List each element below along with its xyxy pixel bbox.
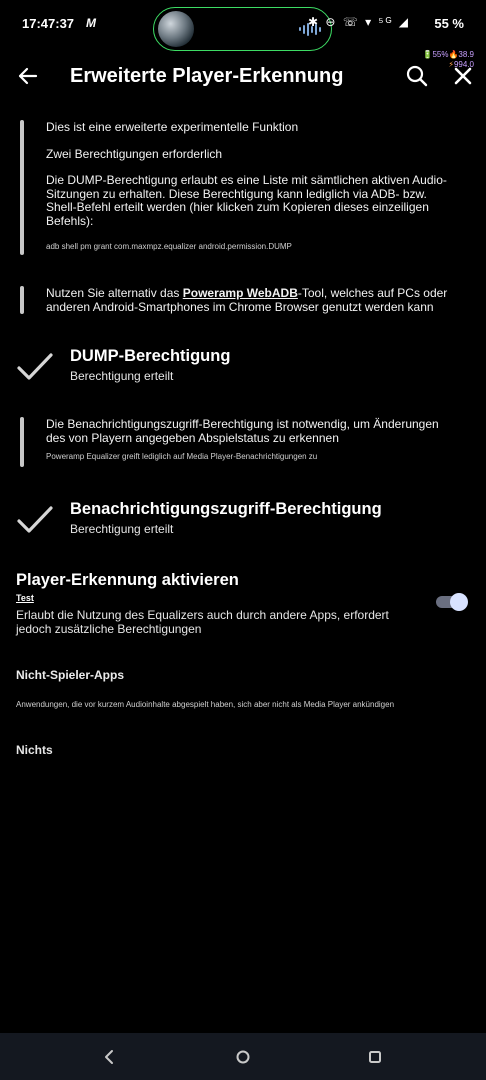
dump-permission-row[interactable] <box>16 347 476 387</box>
info-block-dump[interactable] <box>20 120 460 255</box>
media-island[interactable] <box>153 7 332 51</box>
battery-percent: 55 % <box>434 16 464 31</box>
carrier-icon: M <box>86 16 96 30</box>
app-bar <box>0 56 486 98</box>
player-detection-description: Erlaubt die Nutzung des Equalizers auch durch andere Apps, erfordert jedoch zusätzliche Berechtigungen <box>16 608 389 636</box>
player-detection-toggle[interactable] <box>436 593 468 611</box>
info-dump-description: Die DUMP-Berechtigung erlaubt es eine Liste mit sämtlichen aktiven Audio-Sitzungen zu erhalten. Diese Berechtigung kann lediglich via ADB- bzw. Shell-Befehl erteilt werden (hier klicken zum Kopieren dieses einzeiligen Befehls): <box>46 173 447 228</box>
info-block-webadb <box>20 286 460 314</box>
notification-info-note: Poweramp Equalizer greift lediglich auf Media Player-Benachrichtigungen zu <box>46 452 318 461</box>
webadb-link[interactable]: Poweramp WebADB <box>182 286 298 300</box>
notification-permission-row[interactable] <box>16 500 476 540</box>
album-art-icon <box>158 11 194 47</box>
adb-command[interactable]: adb shell pm grant com.maxmpz.equalizer android.permission.DUMP <box>46 242 292 251</box>
overlay-power: 994.0 <box>453 60 474 69</box>
webadb-text-before: Nutzen Sie alternativ das <box>46 286 183 300</box>
info-experimental: Dies ist eine erweiterte experimentelle Funktion <box>46 120 299 134</box>
status-icons: ✱ ⊖ ☏ ▾ ⁵ᴳ ◢ <box>308 15 410 29</box>
non-player-apps-label: Nicht-Spieler-Apps <box>16 668 125 682</box>
info-bar <box>20 286 24 314</box>
close-icon[interactable] <box>449 62 477 90</box>
status-time: 17:47:37 <box>22 16 75 31</box>
info-two-permissions: Zwei Berechtigungen erforderlich <box>46 146 223 161</box>
info-bar <box>20 417 24 467</box>
check-icon <box>16 504 54 536</box>
notification-permission-title: Benachrichtigungszugriff-Berechtigung <box>70 500 382 518</box>
nav-recents-icon[interactable] <box>364 1046 386 1068</box>
player-detection-tag: Test <box>16 593 34 603</box>
search-icon[interactable] <box>404 63 430 89</box>
non-player-apps-description: Anwendungen, die vor kurzem Audioinhalte abgespielt haben, sich aber nicht als Media Player ankündigen <box>16 700 395 709</box>
nav-home-icon[interactable] <box>232 1046 254 1068</box>
dump-permission-title: DUMP-Berechtigung <box>70 347 231 365</box>
player-detection-title: Player-Erkennung aktivieren <box>16 571 239 589</box>
navigation-bar <box>0 1033 486 1080</box>
toggle-knob <box>450 593 468 611</box>
back-arrow-icon[interactable] <box>14 62 42 90</box>
page-title: Erweiterte Player-Erkennung <box>70 65 344 87</box>
nav-back-icon[interactable] <box>98 1046 120 1068</box>
notification-permission-status: Berechtigung erteilt <box>70 522 174 536</box>
webadb-text-after: -Tool, welches auf PCs oder anderen Android-Smartphones im Chrome Browser genutzt werden kann <box>46 286 448 314</box>
info-block-notification <box>20 417 460 467</box>
info-bar <box>20 120 24 255</box>
dump-permission-status: Berechtigung erteilt <box>70 369 174 383</box>
check-icon <box>16 351 54 383</box>
battery-overlay: 🔋55%🔥38.9 ⚡994.0 <box>422 50 474 69</box>
overlay-battery: 55% <box>432 50 449 59</box>
notification-info-text: Die Benachrichtigungszugriff-Berechtigung ist notwendig, um Änderungen des von Playern angegeben Abspielstatus zu erkennen <box>46 417 439 445</box>
overlay-temp: 38.9 <box>458 50 474 59</box>
non-player-apps-empty: Nichts <box>16 743 53 757</box>
status-bar <box>0 0 486 69</box>
